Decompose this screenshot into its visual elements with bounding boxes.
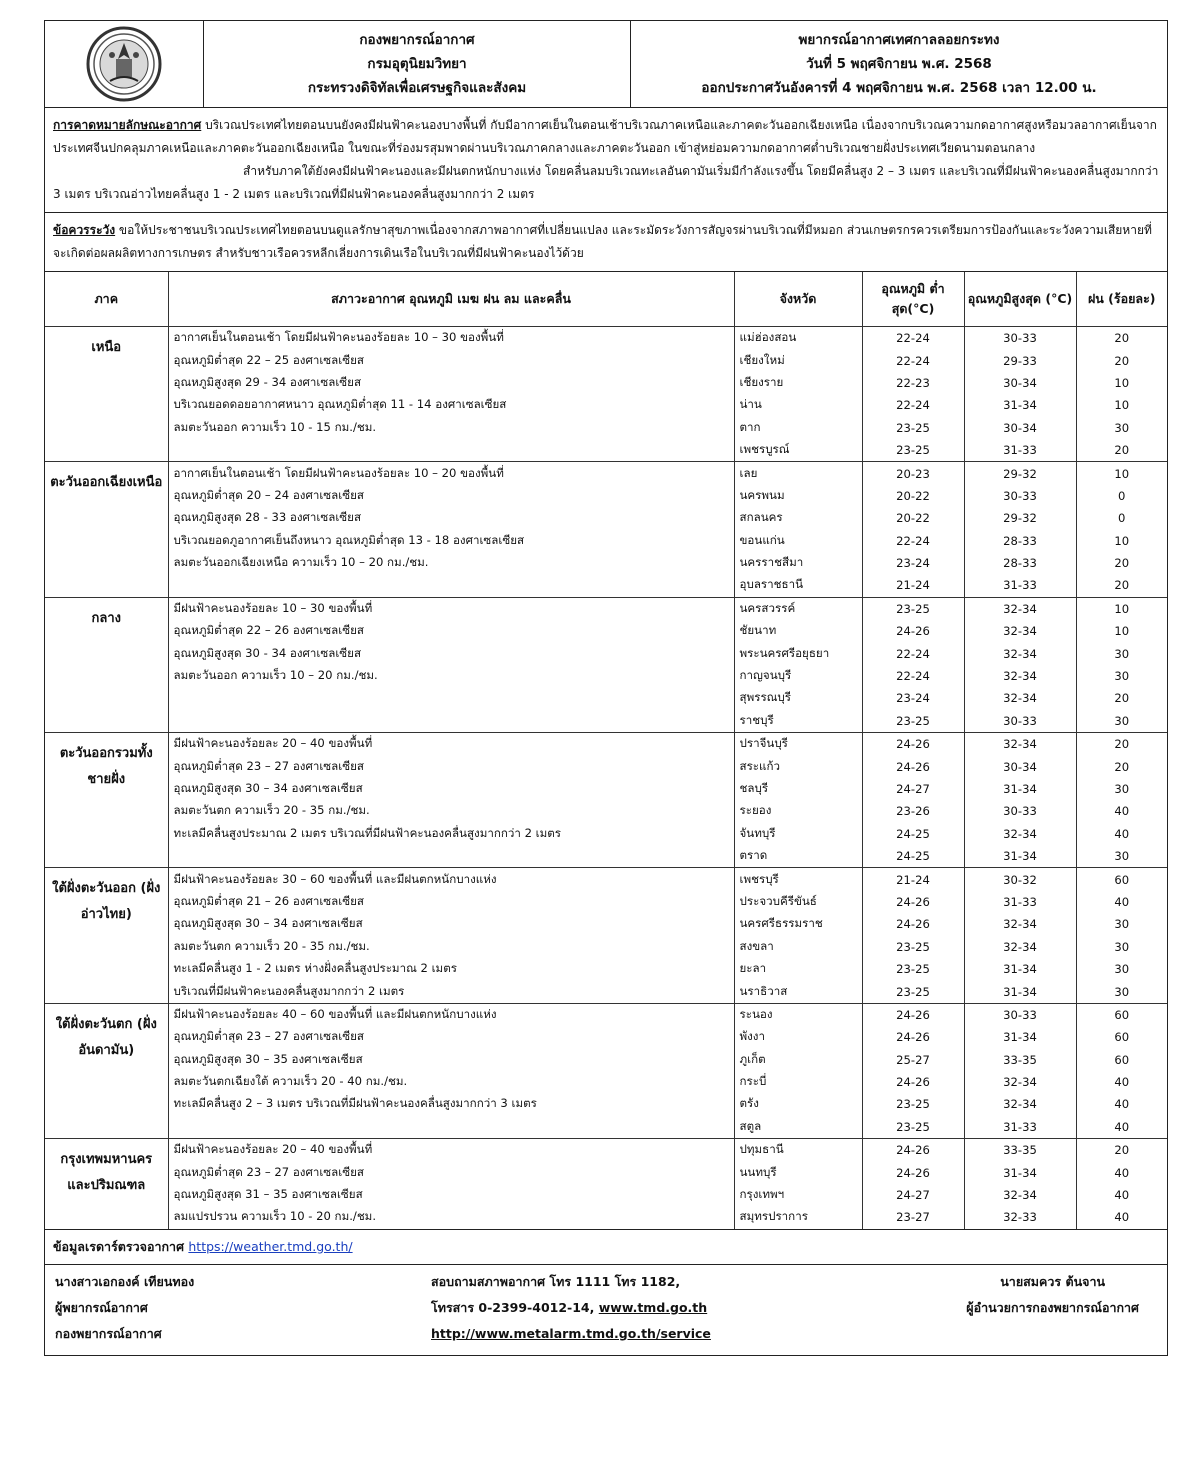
condition-cell: มีฝนฟ้าคะนองร้อยละ 20 – 40 ของพื้นที่	[168, 1139, 734, 1162]
rain-cell: 20	[1076, 349, 1167, 371]
province-cell: น่าน	[734, 394, 862, 416]
table-row	[45, 1116, 1167, 1139]
province-cell: สกลนคร	[734, 507, 862, 529]
province-cell: ยะลา	[734, 958, 862, 980]
tmin-cell: 23-26	[862, 800, 964, 822]
condition-cell: ลมตะวันออกเฉียงเหนือ ความเร็ว 10 – 20 กม./ชม.	[168, 552, 734, 574]
tmax-cell: 31-34	[964, 980, 1076, 1003]
col-condition: สภาวะอากาศ อุณหภูมิ เมฆ ฝน ลม และคลื่น	[168, 272, 734, 327]
rain-cell: 10	[1076, 620, 1167, 642]
rain-cell: 30	[1076, 778, 1167, 800]
table-row	[45, 845, 1167, 868]
table-row	[45, 327, 1167, 350]
tmax-cell: 31-33	[964, 574, 1076, 597]
province-cell: พระนครศรีอยุธยา	[734, 642, 862, 664]
region-cell: ใต้ฝั่งตะวันออก (ฝั่งอ่าวไทย)	[45, 868, 168, 1003]
rain-cell: 20	[1076, 574, 1167, 597]
province-cell: สงขลา	[734, 936, 862, 958]
table-row	[45, 958, 1167, 980]
condition-cell: ลมตะวันตกเฉียงใต้ ความเร็ว 20 - 40 กม./ชม.	[168, 1071, 734, 1093]
organization-block	[204, 21, 631, 107]
condition-cell: อุณหภูมิต่ำสุด 22 – 26 องศาเซลเซียส	[168, 620, 734, 642]
rain-cell: 30	[1076, 980, 1167, 1003]
tmax-cell: 32-34	[964, 823, 1076, 845]
table-row	[45, 507, 1167, 529]
rain-cell: 20	[1076, 687, 1167, 709]
condition-cell	[168, 1116, 734, 1139]
province-cell: ระยอง	[734, 800, 862, 822]
tmin-cell: 24-26	[862, 1071, 964, 1093]
table-row	[45, 1206, 1167, 1228]
tmin-cell: 24-25	[862, 823, 964, 845]
forecast-table-body	[45, 327, 1167, 1229]
radar-label: ข้อมูลเรดาร์ตรวจอากาศ	[53, 1238, 185, 1254]
condition-cell: อุณหภูมิสูงสุด 30 – 35 องศาเซลเซียส	[168, 1049, 734, 1071]
table-row	[45, 1093, 1167, 1115]
director-signature	[966, 1273, 1139, 1317]
forecaster-signature	[55, 1273, 194, 1343]
director-name: นายสมควร ต้นจาน	[1000, 1273, 1106, 1289]
org-ministry: กระทรวงดิจิทัลเพื่อเศรษฐกิจและสังคม	[307, 80, 527, 96]
tmax-cell: 32-34	[964, 913, 1076, 935]
region-cell: ตะวันออกเฉียงเหนือ	[45, 462, 168, 597]
tmin-cell: 21-24	[862, 868, 964, 891]
tmax-cell: 32-34	[964, 1071, 1076, 1093]
tmin-cell: 24-25	[862, 845, 964, 868]
condition-cell	[168, 845, 734, 868]
rain-cell: 40	[1076, 1206, 1167, 1228]
tmax-cell: 31-33	[964, 439, 1076, 462]
condition-cell: ลมตะวันออก ความเร็ว 10 – 20 กม./ชม.	[168, 665, 734, 687]
region-cell: กรุงเทพมหานครและปริมณฑล	[45, 1139, 168, 1229]
tmin-cell: 23-25	[862, 958, 964, 980]
tmax-cell: 31-34	[964, 845, 1076, 868]
rain-cell: 20	[1076, 552, 1167, 574]
table-row	[45, 574, 1167, 597]
tmin-cell: 25-27	[862, 1049, 964, 1071]
tmax-cell: 32-34	[964, 597, 1076, 620]
tmax-cell: 32-34	[964, 936, 1076, 958]
tmax-cell: 28-33	[964, 530, 1076, 552]
logo-cell	[45, 21, 204, 107]
condition-cell: ทะเลมีคลื่นสูง 1 - 2 เมตร ห่างฝั่งคลื่นสูงประมาณ 2 เมตร	[168, 958, 734, 980]
condition-cell	[168, 710, 734, 733]
table-row	[45, 417, 1167, 439]
province-cell: นครสวรรค์	[734, 597, 862, 620]
tmax-cell: 30-32	[964, 868, 1076, 891]
tmin-cell: 23-25	[862, 417, 964, 439]
table-row	[45, 1026, 1167, 1048]
province-cell: ชลบุรี	[734, 778, 862, 800]
table-row	[45, 823, 1167, 845]
province-cell: เพชรบุรี	[734, 868, 862, 891]
tmin-cell: 23-25	[862, 597, 964, 620]
tmax-cell: 32-34	[964, 1184, 1076, 1206]
website-link[interactable]: www.tmd.go.th	[598, 1299, 708, 1315]
region-cell: ใต้ฝั่งตะวันตก (ฝั่งอันดามัน)	[45, 1003, 168, 1138]
caution-text: ขอให้ประชาชนบริเวณประเทศไทยตอนบนดูแลรักษาสุขภาพเนื่องจากสภาพอากาศที่เปลี่ยนแปลง และระมัดระวังการสัญจรผ่านบริเวณที่มีหมอก ส่วนเกษตรกรควรเตรียมการป้องกันและระวังความเสียหายที่จะเกิดต่อผลผลิตทางการเกษตร สำหรับชาวเรือควรหลีกเลี่ยงการเดินเรือในบริเวณที่มีฝนฟ้าคะนองไว้ด้วย	[53, 223, 1152, 260]
table-row	[45, 1184, 1167, 1206]
rain-cell: 20	[1076, 439, 1167, 462]
rain-cell: 10	[1076, 597, 1167, 620]
rain-cell: 30	[1076, 936, 1167, 958]
province-cell: เพชรบูรณ์	[734, 439, 862, 462]
table-row	[45, 733, 1167, 756]
rain-cell: 60	[1076, 1003, 1167, 1026]
region-cell: เหนือ	[45, 327, 168, 462]
condition-cell: อุณหภูมิต่ำสุด 21 – 26 องศาเซลเซียส	[168, 891, 734, 913]
rain-cell: 10	[1076, 530, 1167, 552]
rain-cell: 0	[1076, 507, 1167, 529]
caution-section	[45, 213, 1167, 272]
tmin-cell: 24-27	[862, 778, 964, 800]
tmin-cell: 20-22	[862, 507, 964, 529]
table-row	[45, 755, 1167, 777]
rain-cell: 30	[1076, 845, 1167, 868]
col-rain: ฝน (ร้อยละ)	[1076, 272, 1167, 327]
tmax-cell: 29-32	[964, 507, 1076, 529]
tmax-cell: 31-33	[964, 891, 1076, 913]
condition-cell: บริเวณที่มีฝนฟ้าคะนองคลื่นสูงมากกว่า 2 เมตร	[168, 980, 734, 1003]
condition-cell: อุณหภูมิสูงสุด 28 - 33 องศาเซลเซียส	[168, 507, 734, 529]
table-row	[45, 1161, 1167, 1183]
radar-section	[45, 1229, 1167, 1264]
condition-cell	[168, 687, 734, 709]
condition-cell: อุณหภูมิต่ำสุด 23 – 27 องศาเซลเซียส	[168, 1161, 734, 1183]
tmin-cell: 22-24	[862, 642, 964, 664]
document-header	[45, 21, 1167, 108]
table-row	[45, 439, 1167, 462]
table-row	[45, 1003, 1167, 1026]
tmin-cell: 20-22	[862, 485, 964, 507]
org-division: กองพยากรณ์อากาศ	[359, 32, 475, 48]
province-cell: กาญจนบุรี	[734, 665, 862, 687]
table-row	[45, 642, 1167, 664]
rain-cell: 20	[1076, 1139, 1167, 1162]
outlook-text: บริเวณประเทศไทยตอนบนยังคงมีฝนฟ้าคะนองบางพื้นที่ กับมีอากาศเย็นในตอนเช้าบริเวณภาคเหนือและภาคตะวันออกเฉียงเหนือ เนื่องจากบริเวณความกดอากาศสูงหรือมวลอากาศเย็นจากประเทศจีนปกคลุมภาคเหนือและภาคตะวันออกเฉียงเหนือ ในขณะที่ร่องมรสุมพาดผ่านบริเวณภาคกลางและภาคตะวันออก เข้าสู่หย่อมความกดอากาศต่ำบริเวณชายฝั่งประเทศเวียดนามตอนกลาง	[53, 118, 1157, 155]
outlook-section	[45, 108, 1167, 213]
forecast-title-block	[631, 21, 1167, 107]
condition-cell: อุณหภูมิต่ำสุด 20 – 24 องศาเซลเซียส	[168, 485, 734, 507]
tmax-cell: 31-34	[964, 958, 1076, 980]
table-row	[45, 1139, 1167, 1162]
province-cell: นราธิวาส	[734, 980, 862, 1003]
table-row	[45, 1049, 1167, 1071]
tmax-cell: 30-33	[964, 485, 1076, 507]
tmin-cell: 22-24	[862, 665, 964, 687]
rain-cell: 20	[1076, 327, 1167, 350]
rain-cell: 30	[1076, 913, 1167, 935]
province-cell: ชัยนาท	[734, 620, 862, 642]
tmin-cell: 24-26	[862, 913, 964, 935]
tmax-cell: 33-35	[964, 1049, 1076, 1071]
rain-cell: 40	[1076, 1071, 1167, 1093]
condition-cell: อุณหภูมิต่ำสุด 23 – 27 องศาเซลเซียส	[168, 755, 734, 777]
tmax-cell: 32-34	[964, 665, 1076, 687]
condition-cell: อากาศเย็นในตอนเช้า โดยมีฝนฟ้าคะนองร้อยละ 10 – 20 ของพื้นที่	[168, 462, 734, 485]
province-cell: ตราด	[734, 845, 862, 868]
tmin-cell: 24-26	[862, 755, 964, 777]
tmax-cell: 30-34	[964, 755, 1076, 777]
province-cell: เชียงใหม่	[734, 349, 862, 371]
table-row	[45, 1071, 1167, 1093]
province-cell: ภูเก็ต	[734, 1049, 862, 1071]
region-cell: กลาง	[45, 597, 168, 732]
table-row	[45, 349, 1167, 371]
table-row	[45, 620, 1167, 642]
table-row	[45, 665, 1167, 687]
condition-cell: ทะเลมีคลื่นสูงประมาณ 2 เมตร บริเวณที่มีฝนฟ้าคะนองคลื่นสูงมากกว่า 2 เมตร	[168, 823, 734, 845]
tmin-cell: 23-25	[862, 1116, 964, 1139]
rain-cell: 30	[1076, 958, 1167, 980]
rain-cell: 10	[1076, 394, 1167, 416]
province-cell: ราชบุรี	[734, 710, 862, 733]
tmin-cell: 23-24	[862, 552, 964, 574]
rain-cell: 30	[1076, 665, 1167, 687]
rain-cell: 40	[1076, 1116, 1167, 1139]
contact-block	[431, 1273, 711, 1343]
province-cell: เลย	[734, 462, 862, 485]
tmin-cell: 23-25	[862, 980, 964, 1003]
table-row	[45, 597, 1167, 620]
tmin-cell: 24-26	[862, 1139, 964, 1162]
rain-cell: 0	[1076, 485, 1167, 507]
tmax-cell: 30-33	[964, 1003, 1076, 1026]
rain-cell: 40	[1076, 823, 1167, 845]
forecaster-title: ผู้พยากรณ์อากาศ	[55, 1299, 148, 1315]
tmin-cell: 22-24	[862, 349, 964, 371]
issued-time: ออกประกาศวันอังคารที่ 4 พฤศจิกายน พ.ศ. 2568 เวลา 12.00 น.	[701, 80, 1097, 96]
tmax-cell: 29-32	[964, 462, 1076, 485]
tmax-cell: 31-34	[964, 1026, 1076, 1048]
footer	[45, 1264, 1167, 1355]
tmax-cell: 32-34	[964, 1093, 1076, 1115]
province-cell: สุพรรณบุรี	[734, 687, 862, 709]
tmin-cell: 23-27	[862, 1206, 964, 1228]
rain-cell: 20	[1076, 733, 1167, 756]
condition-cell: มีฝนฟ้าคะนองร้อยละ 20 – 40 ของพื้นที่	[168, 733, 734, 756]
condition-cell: ลมตะวันตก ความเร็ว 20 - 35 กม./ชม.	[168, 800, 734, 822]
rain-cell: 40	[1076, 1161, 1167, 1183]
rain-cell: 20	[1076, 755, 1167, 777]
tmax-cell: 32-34	[964, 620, 1076, 642]
department-seal-icon	[85, 25, 163, 103]
col-region: ภาค	[45, 272, 168, 327]
province-cell: สตูล	[734, 1116, 862, 1139]
province-cell: พังงา	[734, 1026, 862, 1048]
table-row	[45, 868, 1167, 891]
tmax-cell: 30-33	[964, 710, 1076, 733]
tmax-cell: 31-34	[964, 778, 1076, 800]
rain-cell: 40	[1076, 891, 1167, 913]
province-cell: นครพนม	[734, 485, 862, 507]
condition-cell: มีฝนฟ้าคะนองร้อยละ 10 – 30 ของพื้นที่	[168, 597, 734, 620]
condition-cell: อุณหภูมิสูงสุด 29 - 34 องศาเซลเซียส	[168, 372, 734, 394]
province-cell: ตาก	[734, 417, 862, 439]
rain-cell: 40	[1076, 1184, 1167, 1206]
tmax-cell: 30-33	[964, 327, 1076, 350]
rain-cell: 60	[1076, 868, 1167, 891]
table-row	[45, 913, 1167, 935]
forecast-title: พยากรณ์อากาศเทศกาลลอยกระทง	[798, 32, 1000, 48]
table-row	[45, 552, 1167, 574]
tmax-cell: 31-34	[964, 1161, 1076, 1183]
forecaster-name: นางสาวเอกองค์ เทียนทอง	[55, 1273, 195, 1289]
table-row	[45, 530, 1167, 552]
condition-cell: อุณหภูมิสูงสุด 31 – 35 องศาเซลเซียส	[168, 1184, 734, 1206]
tmin-cell: 22-23	[862, 372, 964, 394]
province-cell: ระนอง	[734, 1003, 862, 1026]
province-cell: ตรัง	[734, 1093, 862, 1115]
tmax-cell: 32-34	[964, 733, 1076, 756]
province-cell: สระแก้ว	[734, 755, 862, 777]
rain-cell: 30	[1076, 710, 1167, 733]
tmin-cell: 24-26	[862, 1003, 964, 1026]
tmin-cell: 23-25	[862, 710, 964, 733]
condition-cell: อุณหภูมิต่ำสุด 22 – 25 องศาเซลเซียส	[168, 349, 734, 371]
condition-cell: อุณหภูมิสูงสุด 30 - 34 องศาเซลเซียส	[168, 642, 734, 664]
tmin-cell: 24-26	[862, 620, 964, 642]
tmin-cell: 21-24	[862, 574, 964, 597]
condition-cell: ลมตะวันตก ความเร็ว 20 - 35 กม./ชม.	[168, 936, 734, 958]
condition-cell	[168, 574, 734, 597]
condition-cell: อากาศเย็นในตอนเช้า โดยมีฝนฟ้าคะนองร้อยละ 10 – 30 ของพื้นที่	[168, 327, 734, 350]
province-cell: จันทบุรี	[734, 823, 862, 845]
condition-cell: ลมแปรปรวน ความเร็ว 10 - 20 กม./ชม.	[168, 1206, 734, 1228]
service-link[interactable]: http://www.metalarm.tmd.go.th/service	[431, 1325, 711, 1341]
contact-phone: สอบถามสภาพอากาศ โทร 1111 โทร 1182,	[431, 1273, 681, 1289]
col-province: จังหวัด	[734, 272, 862, 327]
tmax-cell: 30-34	[964, 372, 1076, 394]
table-row	[45, 394, 1167, 416]
tmin-cell: 22-24	[862, 530, 964, 552]
rain-cell: 10	[1076, 372, 1167, 394]
condition-cell: อุณหภูมิสูงสุด 30 – 34 องศาเซลเซียส	[168, 913, 734, 935]
tmax-cell: 32-34	[964, 687, 1076, 709]
tmin-cell: 24-26	[862, 1161, 964, 1183]
table-row	[45, 710, 1167, 733]
condition-cell: บริเวณยอดดอยอากาศหนาว อุณหภูมิต่ำสุด 11 - 14 องศาเซลเซียส	[168, 394, 734, 416]
tmin-cell: 22-24	[862, 327, 964, 350]
contact-fax: โทรสาร 0-2399-4012-14,	[431, 1299, 595, 1315]
table-row	[45, 687, 1167, 709]
col-tmin: อุณหภูมิ ต่ำสุด(°C)	[862, 272, 964, 327]
table-row	[45, 462, 1167, 485]
condition-cell: อุณหภูมิสูงสุด 30 – 34 องศาเซลเซียส	[168, 778, 734, 800]
forecast-table	[45, 272, 1167, 1229]
province-cell: อุบลราชธานี	[734, 574, 862, 597]
forecast-document	[44, 20, 1168, 1356]
director-title: ผู้อำนวยการกองพยากรณ์อากาศ	[966, 1299, 1139, 1315]
rain-cell: 40	[1076, 800, 1167, 822]
tmax-cell: 32-34	[964, 642, 1076, 664]
condition-cell: ลมตะวันออก ความเร็ว 10 - 15 กม./ชม.	[168, 417, 734, 439]
province-cell: สมุทรปราการ	[734, 1206, 862, 1228]
caution-label: ข้อควรระวัง	[53, 223, 116, 237]
radar-link[interactable]: https://weather.tmd.go.th/	[188, 1238, 353, 1254]
forecast-date: วันที่ 5 พฤศจิกายน พ.ศ. 2568	[806, 56, 992, 72]
condition-cell: มีฝนฟ้าคะนองร้อยละ 30 – 60 ของพื้นที่ และมีฝนตกหนักบางแห่ง	[168, 868, 734, 891]
tmin-cell: 24-27	[862, 1184, 964, 1206]
col-tmax: อุณหภูมิสูงสุด (°C)	[964, 272, 1076, 327]
table-row	[45, 372, 1167, 394]
rain-cell: 30	[1076, 642, 1167, 664]
tmax-cell: 33-35	[964, 1139, 1076, 1162]
rain-cell: 60	[1076, 1026, 1167, 1048]
condition-cell: อุณหภูมิต่ำสุด 23 – 27 องศาเซลเซียส	[168, 1026, 734, 1048]
province-cell: นครศรีธรรมราช	[734, 913, 862, 935]
south-outlook-text: สำหรับภาคใต้ยังคงมีฝนฟ้าคะนองและมีฝนตกหนักบางแห่ง โดยคลื่นลมบริเวณทะเลอันดามันเริ่มมีกำลังแรงขึ้น โดยมีคลื่นสูง 2 – 3 เมตร และบริเวณที่มีฝนฟ้าคะนองคลื่นสูงมากกว่า 3 เมตร บริเวณอ่าวไทยคลื่นสูง 1 - 2 เมตร และบริเวณที่มีฝนฟ้าคะนองคลื่นสูงมากกว่า 2 เมตร	[53, 164, 1159, 201]
tmax-cell: 31-33	[964, 1116, 1076, 1139]
province-cell: แม่ฮ่องสอน	[734, 327, 862, 350]
table-row	[45, 891, 1167, 913]
condition-cell: ทะเลมีคลื่นสูง 2 – 3 เมตร บริเวณที่มีฝนฟ้าคะนองคลื่นสูงมากกว่า 3 เมตร	[168, 1093, 734, 1115]
table-row	[45, 936, 1167, 958]
province-cell: เชียงราย	[734, 372, 862, 394]
province-cell: นนทบุรี	[734, 1161, 862, 1183]
rain-cell: 60	[1076, 1049, 1167, 1071]
tmax-cell: 32-33	[964, 1206, 1076, 1228]
table-row	[45, 980, 1167, 1003]
region-cell: ตะวันออกรวมทั้งชายฝั่ง	[45, 733, 168, 868]
forecaster-division: กองพยากรณ์อากาศ	[55, 1325, 162, 1341]
tmin-cell: 20-23	[862, 462, 964, 485]
tmin-cell: 24-26	[862, 891, 964, 913]
tmin-cell: 23-25	[862, 439, 964, 462]
tmin-cell: 23-25	[862, 1093, 964, 1115]
tmax-cell: 30-34	[964, 417, 1076, 439]
province-cell: ปราจีนบุรี	[734, 733, 862, 756]
tmin-cell: 24-26	[862, 1026, 964, 1048]
tmax-cell: 29-33	[964, 349, 1076, 371]
table-header-row	[45, 272, 1167, 327]
tmax-cell: 31-34	[964, 394, 1076, 416]
tmin-cell: 22-24	[862, 394, 964, 416]
province-cell: กระบี่	[734, 1071, 862, 1093]
table-row	[45, 800, 1167, 822]
condition-cell	[168, 439, 734, 462]
table-row	[45, 485, 1167, 507]
rain-cell: 10	[1076, 462, 1167, 485]
table-row	[45, 778, 1167, 800]
province-cell: ขอนแก่น	[734, 530, 862, 552]
tmax-cell: 30-33	[964, 800, 1076, 822]
outlook-label: การคาดหมายลักษณะอากาศ	[53, 118, 202, 132]
province-cell: กรุงเทพฯ	[734, 1184, 862, 1206]
province-cell: นครราชสีมา	[734, 552, 862, 574]
tmax-cell: 28-33	[964, 552, 1076, 574]
org-department: กรมอุตุนิยมวิทยา	[367, 56, 467, 72]
tmin-cell: 23-24	[862, 687, 964, 709]
tmin-cell: 23-25	[862, 936, 964, 958]
condition-cell: บริเวณยอดภูอากาศเย็นถึงหนาว อุณหภูมิต่ำสุด 13 - 18 องศาเซลเซียส	[168, 530, 734, 552]
province-cell: ประจวบคีรีขันธ์	[734, 891, 862, 913]
province-cell: ปทุมธานี	[734, 1139, 862, 1162]
rain-cell: 30	[1076, 417, 1167, 439]
condition-cell: มีฝนฟ้าคะนองร้อยละ 40 – 60 ของพื้นที่ และมีฝนตกหนักบางแห่ง	[168, 1003, 734, 1026]
tmin-cell: 24-26	[862, 733, 964, 756]
rain-cell: 40	[1076, 1093, 1167, 1115]
